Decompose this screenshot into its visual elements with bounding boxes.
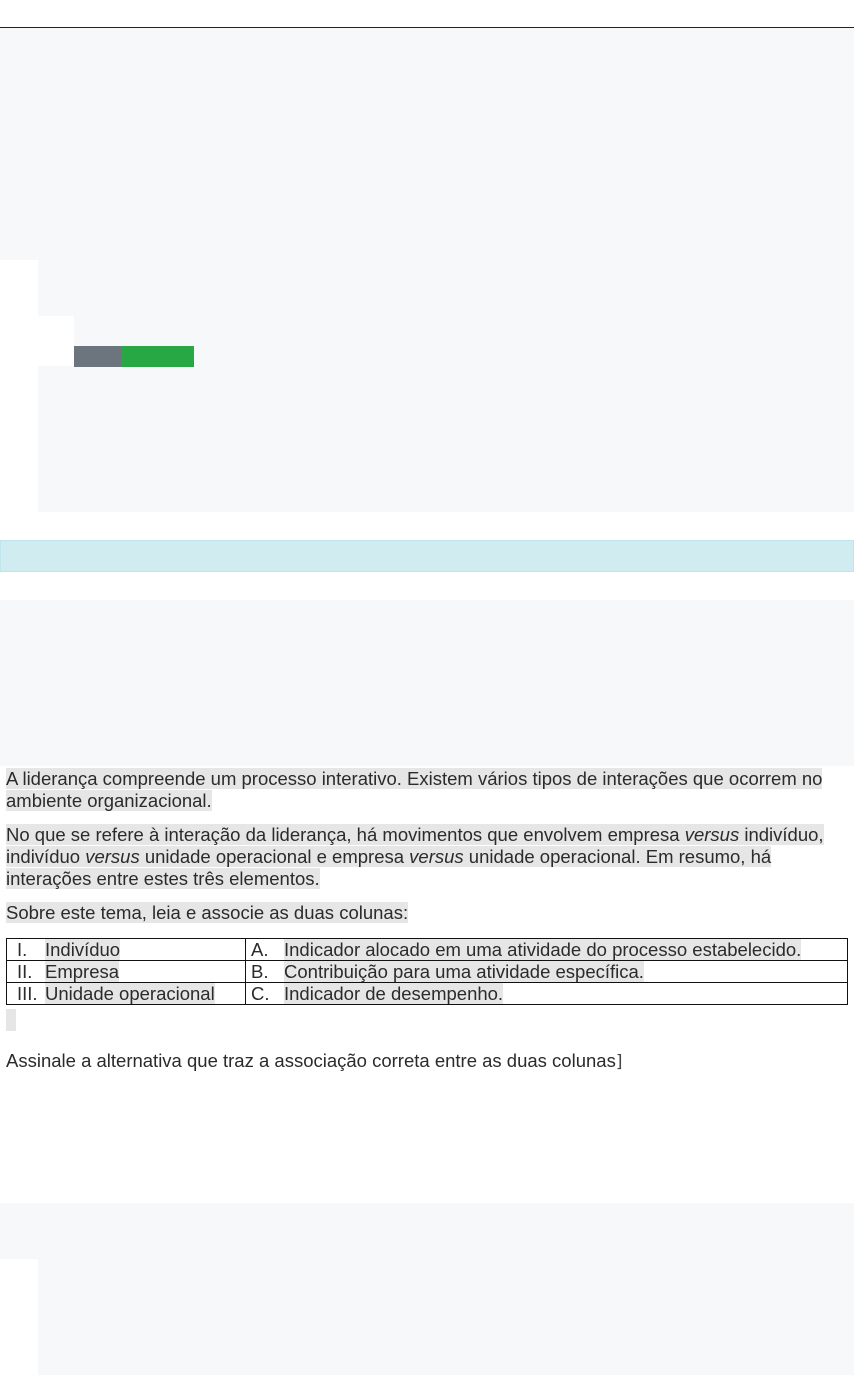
text-cursor-marker: ] xyxy=(615,1052,623,1072)
empty-paragraph-marker xyxy=(6,1009,16,1031)
answers-body-placeholder xyxy=(38,1259,854,1375)
table-row xyxy=(7,939,848,961)
answers-header-placeholder xyxy=(0,1203,854,1259)
progress-segment-done xyxy=(74,346,121,367)
question-content xyxy=(6,768,850,1085)
progress-segment-current xyxy=(121,346,194,367)
column-two-cell: B. Contribuição para uma atividade específica. xyxy=(246,961,848,983)
question-header-placeholder xyxy=(0,600,854,766)
question-prompt: Assinale a alternativa que traz a associação correta entre as duas colunas] xyxy=(6,1050,623,1072)
column-one-cell: II. Empresa xyxy=(7,961,246,983)
card-notch xyxy=(38,316,74,366)
table-row xyxy=(7,983,848,1005)
question-intro: A liderança compreende um processo interativo. Existem vários tipos de interações que ocorrem no ambiente organizacional. xyxy=(6,768,823,811)
question-instruction: Sobre este tema, leia e associe as duas colunas: xyxy=(6,902,409,923)
column-one-cell: I. Indivíduo xyxy=(7,939,246,961)
association-table xyxy=(6,938,848,1005)
table-row xyxy=(7,961,848,983)
info-alert xyxy=(0,540,854,572)
column-two-cell: C. Indicador de desempenho. xyxy=(246,983,848,1005)
column-two-cell: A. Indicador alocado em uma atividade do processo estabelecido. xyxy=(246,939,848,961)
progress-bar xyxy=(74,346,194,367)
column-one-cell: III. Unidade operacional xyxy=(7,983,246,1005)
card-body-placeholder xyxy=(38,260,854,512)
question-context: No que se refere à interação da liderança, há movimentos que envolvem empresa versus indivíduo, indivíduo versus unidade operacional e empresa versus unidade operacional. Em resumo, há interações entre estes três elementos. xyxy=(6,824,824,889)
header-placeholder xyxy=(0,28,854,260)
